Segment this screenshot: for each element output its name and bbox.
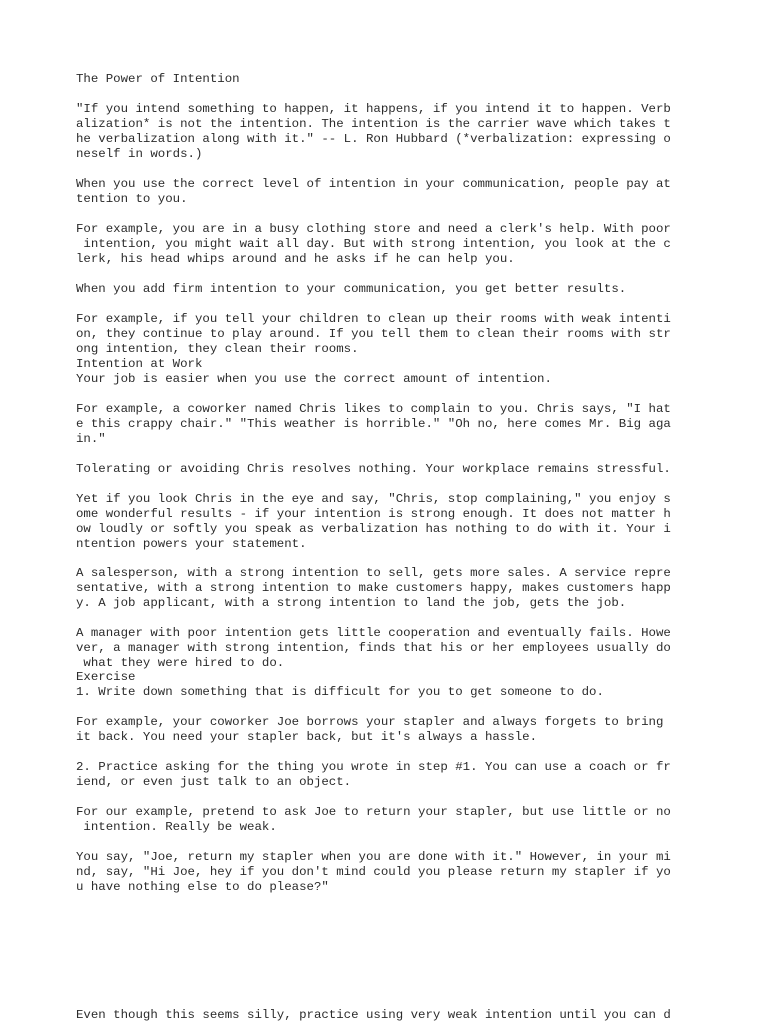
exercise-step-1: 1. Write down something that is difficult for you to get someone to do. (76, 685, 604, 699)
document-title: The Power of Intention (76, 72, 240, 86)
paragraph-line: You say, "Joe, return my stapler when you are done with it." However, in your mi (76, 850, 671, 864)
paragraph-line: ntention powers your statement. (76, 537, 307, 551)
paragraph-line: A manager with poor intention gets little cooperation and eventually fails. Howe (76, 626, 671, 640)
section-heading-intention-at-work: Intention at Work (76, 357, 203, 371)
paragraph-line: For example, your coworker Joe borrows your stapler and always forgets to bring (76, 715, 664, 729)
quote-line: neself in words.) (76, 147, 203, 161)
paragraph-line: For example, a coworker named Chris likes to complain to you. Chris says, "I hat (76, 402, 671, 416)
paragraph-line: sentative, with a strong intention to make customers happy, makes customers happ (76, 581, 671, 595)
paragraph-line: in." (76, 432, 106, 446)
paragraph-line: When you use the correct level of intention in your communication, people pay at (76, 177, 671, 191)
paragraph-line: iend, or even just talk to an object. (76, 775, 352, 789)
paragraph-line: y. A job applicant, with a strong intention to land the job, gets the job. (76, 596, 627, 610)
paragraph-line: on, they continue to play around. If you tell them to clean their rooms with str (76, 327, 671, 341)
paragraph-line: intention, you might wait all day. But with strong intention, you look at the c (76, 237, 671, 251)
paragraph-line: e this crappy chair." "This weather is horrible." "Oh no, here comes Mr. Big aga (76, 417, 671, 431)
paragraph-line: ome wonderful results - if your intention is strong enough. It does not matter h (76, 507, 671, 521)
quote-line: he verbalization along with it." -- L. Ron Hubbard (*verbalization: expressing o (76, 132, 671, 146)
paragraph-line: Your job is easier when you use the correct amount of intention. (76, 372, 552, 386)
paragraph-line: u have nothing else to do please?" (76, 880, 329, 894)
paragraph-line: intention. Really be weak. (76, 820, 277, 834)
paragraph-line: A salesperson, with a strong intention to sell, gets more sales. A service repre (76, 566, 671, 580)
paragraph-line: nd, say, "Hi Joe, hey if you don't mind could you please return my stapler if yo (76, 865, 671, 879)
paragraph-line: ow loudly or softly you speak as verbalization has nothing to do with it. Your i (76, 522, 671, 536)
quote-line: alization* is not the intention. The intention is the carrier wave which takes t (76, 117, 671, 131)
paragraph-line: ong intention, they clean their rooms. (76, 342, 359, 356)
paragraph-line: it back. You need your stapler back, but it's always a hassle. (76, 730, 538, 744)
paragraph-line: When you add firm intention to your communication, you get better results. (76, 282, 627, 296)
paragraph-line: For example, you are in a busy clothing store and need a clerk's help. With poor (76, 222, 671, 236)
paragraph-line: Yet if you look Chris in the eye and say, "Chris, stop complaining," you enjoy s (76, 492, 671, 506)
quote-line: "If you intend something to happen, it happens, if you intend it to happen. Verb (76, 102, 671, 116)
paragraph-line: ver, a manager with strong intention, finds that his or her employees usually do (76, 641, 671, 655)
paragraph-line: tention to you. (76, 192, 188, 206)
exercise-step-2: 2. Practice asking for the thing you wrote in step #1. You can use a coach or fr (76, 760, 671, 774)
paragraph-line: lerk, his head whips around and he asks if he can help you. (76, 252, 515, 266)
paragraph-line: Tolerating or avoiding Chris resolves nothing. Your workplace remains stressful. (76, 462, 671, 476)
paragraph-line: Even though this seems silly, practice using very weak intention until you can d (76, 1008, 671, 1022)
section-heading-exercise: Exercise (76, 670, 136, 684)
paragraph-line: what they were hired to do. (76, 656, 285, 670)
paragraph-line: For example, if you tell your children to clean up their rooms with weak intenti (76, 312, 671, 326)
paragraph-line: For our example, pretend to ask Joe to return your stapler, but use little or no (76, 805, 671, 819)
